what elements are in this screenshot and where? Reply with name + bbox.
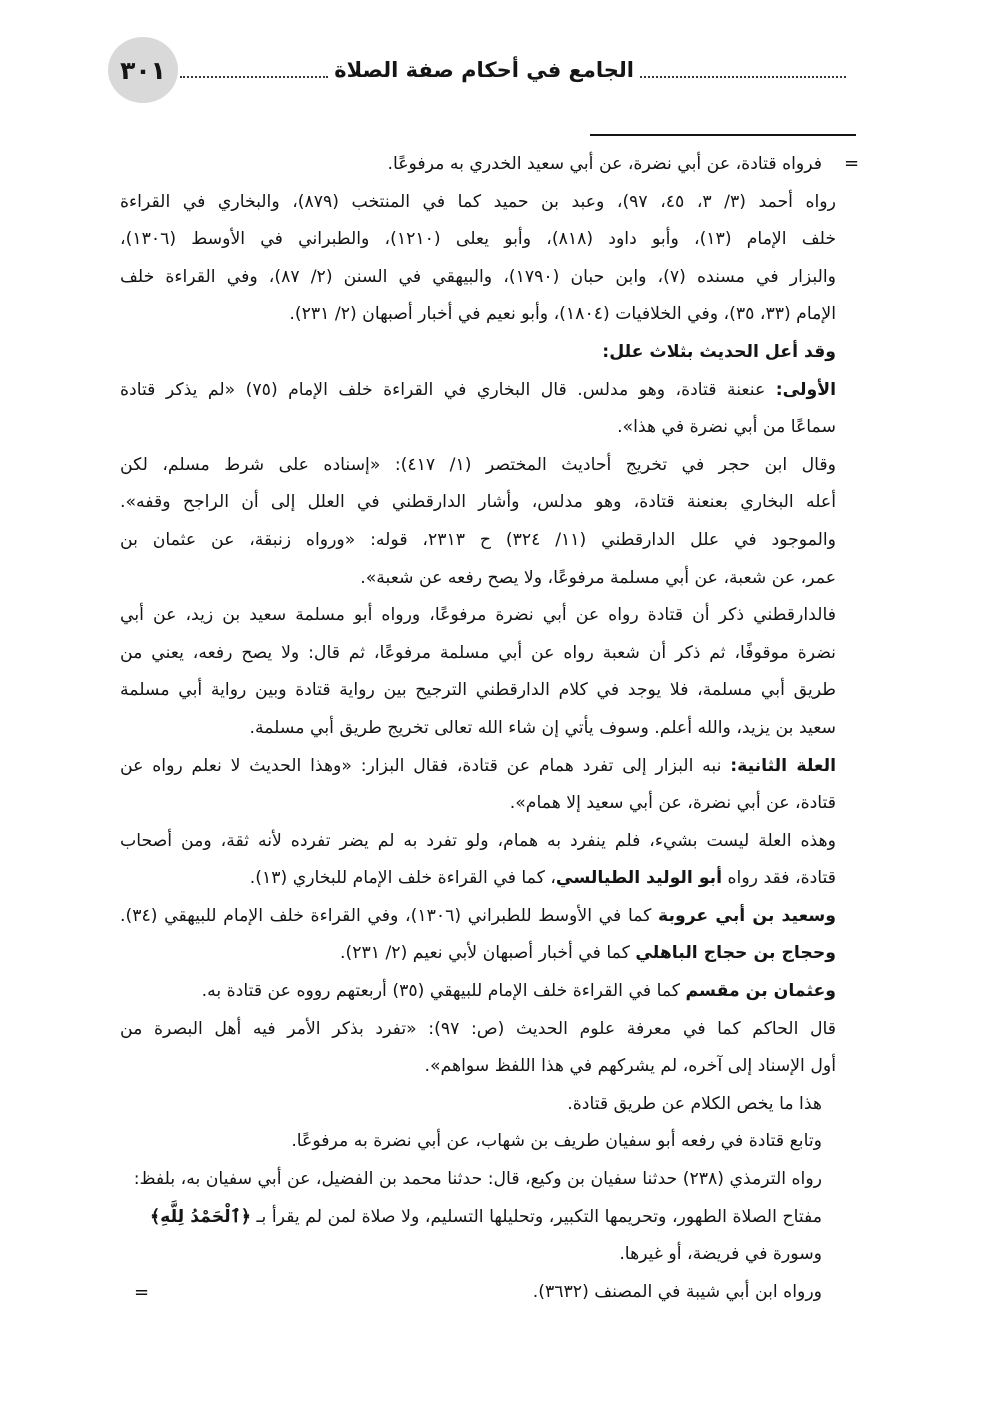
line-text: والموجود في علل الدارقطني (١١/ ٣٢٤) ح ٢٣١٣، قوله: «ورواه زنبقة، عن عثمان بن — [120, 529, 836, 550]
continuation-mark-top: = — [844, 153, 860, 174]
footnote-line — [120, 146, 836, 184]
page-number: ٣٠١ — [120, 55, 166, 85]
line-text: الإمام (٣٣، ٣٥)، وفي الخلافيات (١٨٠٤)، وأبو نعيم في أخبار أصبهان (٢/ ٢٣١). — [289, 304, 836, 325]
line-text: عمر، عن شعبة، عن أبي مسلمة مرفوعًا، ولا يصح رفعه عن شعبة». — [360, 567, 836, 588]
footnote-line — [120, 296, 836, 334]
line-text: خلف الإمام (١٣)، وأبو داود (٨١٨)، وأبو يعلى (١٢١٠)، والطبراني في الأوسط (١٣٠٦)، — [120, 229, 836, 250]
section-heading: وقد أعل الحديث بثلاث علل: — [602, 341, 836, 362]
line-text: فرواه قتادة، عن أبي نضرة، عن أبي سعيد الخدري به مرفوعًا. — [387, 154, 822, 174]
line-text: رواه الترمذي (٢٣٨) حدثنا سفيان بن وكيع، قال: حدثنا محمد بن الفضيل، عن أبي سفيان به، بلفظ: — [133, 1169, 822, 1190]
footnote-line — [120, 635, 836, 673]
running-header — [180, 50, 846, 90]
line-text: نبه البزار إلى تفرد همام عن قتادة، فقال البزار: «وهذا الحديث لا نعلم رواه عن — [120, 755, 731, 776]
footnote-line — [120, 447, 836, 485]
narrator-name: أبو الوليد الطيالسي — [555, 868, 723, 889]
footnote-line — [120, 748, 836, 786]
footnote-line — [120, 785, 836, 823]
line-text: قتادة، عن أبي نضرة، عن أبي سعيد إلا همام». — [509, 793, 836, 814]
header-dot-leader-right — [640, 76, 846, 78]
continuation-mark-bottom: = — [134, 1282, 150, 1303]
footnote-line — [120, 334, 836, 372]
quran-quote: ﴿ٱلْحَمْدُ لِلَّهِ﴾ — [150, 1206, 251, 1227]
line-text: عنعنة قتادة، وهو مدلس. قال البخاري في القراءة خلف الإمام (٧٥) «لم يذكر قتادة — [120, 379, 776, 400]
footnote-line — [120, 372, 836, 410]
line-text: سعيد بن يزيد، والله أعلم. وسوف يأتي إن شاء الله تعالى تخريج طريق أبي مسلمة. — [249, 717, 836, 738]
footnote-line — [120, 484, 836, 522]
footnote-line — [120, 672, 836, 710]
narrator-name: وحجاج بن حجاج الباهلي — [635, 943, 836, 964]
footnote-line — [120, 1011, 836, 1049]
line-text: مفتاح الصلاة الطهور، وتحريمها التكبير، وتحليلها التسليم، ولا صلاة لمن لم يقرأ بـ — [250, 1206, 823, 1227]
line-text: وسورة في فريضة، أو غيرها. — [619, 1244, 822, 1265]
footnote-line — [120, 710, 836, 748]
footnote-line — [120, 1048, 836, 1086]
footnote-line — [120, 1086, 836, 1124]
line-text: قتادة، فقد رواه — [722, 868, 836, 889]
header-dot-leader-left — [180, 76, 328, 78]
line-text: طريق أبي مسلمة، فلا يوجد في كلام الدارقطني الترجيح بين رواية قتادة وبين رواية أبي مسلمة — [120, 680, 836, 701]
footnote-line — [120, 1274, 836, 1312]
line-text: ، كما في القراءة خلف الإمام للبخاري (١٣). — [249, 868, 556, 889]
first-defect-label: الأولى: — [775, 379, 837, 400]
footnote-line — [120, 1199, 836, 1237]
line-text: هذا ما يخص الكلام عن طريق قتادة. — [567, 1093, 822, 1114]
line-text: وقال ابن حجر في تخريج أحاديث المختصر (١/ ٤١٧): «إسناده على شرط مسلم، لكن — [120, 454, 836, 475]
book-title: الجامع في أحكام صفة الصلاة — [334, 58, 634, 82]
line-text: فالدارقطني ذكر أن قتادة رواه عن أبي نضرة مرفوعًا، ورواه أبو مسلمة سعيد بن زيد، عن أبي — [120, 605, 836, 626]
second-defect-label: العلة الثانية: — [730, 755, 836, 776]
footnote-line — [120, 259, 836, 297]
footnote-line — [120, 973, 836, 1011]
line-text: سماعًا من أبي نضرة في هذا». — [617, 417, 836, 438]
footnote-separator-rule — [590, 134, 856, 136]
footnote-line — [120, 1123, 836, 1161]
footnote-line — [120, 184, 836, 222]
narrator-name: وسعيد بن أبي عروبة — [658, 905, 836, 926]
line-text: كما في الأوسط للطبراني (١٣٠٦)، وفي القراءة خلف الإمام للبيهقي (٣٤). — [120, 905, 659, 926]
footnote-line — [120, 898, 836, 936]
page-number-badge — [108, 37, 178, 103]
narrator-name: وعثمان بن مقسم — [685, 981, 836, 1002]
line-text: نضرة موقوفًا، ثم ذكر أن شعبة رواه عن أبي مسلمة مرفوعًا، ثم قال: ولا يصح رفعه، يعني من — [120, 642, 836, 663]
footnote-line — [120, 409, 836, 447]
line-text: أول الإسناد إلى آخره، لم يشركهم في هذا اللفظ سواهم». — [424, 1056, 836, 1077]
line-text: والبزار في مسنده (٧)، وابن حبان (١٧٩٠)، والبيهقي في السنن (٢/ ٨٧)، وفي القراءة خلف — [120, 266, 836, 287]
footnote-line — [120, 597, 836, 635]
line-text: رواه أحمد (٣/ ٣، ٤٥، ٩٧)، وعبد بن حميد كما في المنتخب (٨٧٩)، والبخاري في القراءة — [120, 191, 836, 212]
line-text: كما في القراءة خلف الإمام للبيهقي (٣٥) أربعتهم رووه عن قتادة به. — [201, 981, 686, 1002]
line-text: وهذه العلة ليست بشيء، فلم ينفرد به همام، ولو تفرد به لم يضر تفرده لأنه ثقة، ومن أصحاب — [120, 830, 836, 851]
footnote-body — [120, 146, 836, 1311]
footnote-line — [120, 221, 836, 259]
footnote-line — [120, 1236, 836, 1274]
line-text: أعله البخاري بعنعنة قتادة، وهو مدلس، وأشار الدارقطني في العلل إلى أن الراجح وقفه». — [120, 492, 836, 513]
line-text: قال الحاكم كما في معرفة علوم الحديث (ص: ٩٧): «تفرد بذكر الأمر فيه أهل البصرة من — [120, 1018, 836, 1039]
footnote-line — [120, 860, 836, 898]
footnote-line — [120, 560, 836, 598]
footnote-line — [120, 522, 836, 560]
line-text: ورواه ابن أبي شيبة في المصنف (٣٦٣٢). — [532, 1281, 822, 1302]
footnote-line — [120, 1161, 836, 1199]
line-text: كما في أخبار أصبهان لأبي نعيم (٢/ ٢٣١). — [339, 943, 636, 964]
footnote-line — [120, 935, 836, 973]
line-text: وتابع قتادة في رفعه أبو سفيان طريف بن شهاب، عن أبي نضرة به مرفوعًا. — [291, 1131, 822, 1152]
footnote-line — [120, 823, 836, 861]
